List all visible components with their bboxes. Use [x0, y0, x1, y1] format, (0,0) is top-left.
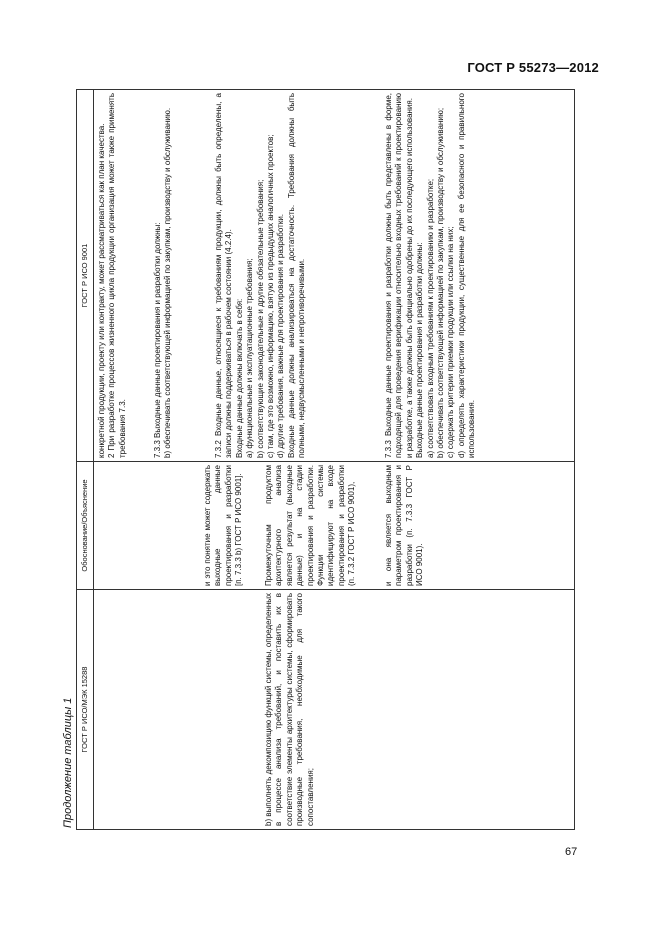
para-output-parameter: и она является выходным параметром проектирования и разработки (п. 7.3.3 ГОСТ Р ИСО 9001).	[384, 465, 425, 586]
header-gost-iec-15288: ГОСТ Р ИСО/МЭК 15288	[77, 590, 94, 830]
cell-gost-9001	[94, 90, 575, 462]
table-header-row	[77, 90, 94, 830]
comparison-table	[76, 89, 575, 830]
page-number: 67	[565, 846, 578, 858]
para-decomposition: b) выполнять декомпозицию функций системы, определенных в процессе анализа требований, и поставить их в соответствие элементы архитектуры системы, сформировать производные требования, необходимые для такого сопоставления;	[264, 593, 315, 826]
cell-rationale	[94, 462, 575, 590]
para-output-concept: и это понятие может содержать выходные данные проектирования и разработки [п. 7.3.3 b) ГОСТ Р ИСО 9001].	[203, 465, 244, 586]
header-gost-iso-9001: ГОСТ Р ИСО 9001	[77, 90, 94, 462]
para-intermediate-product: Промежуточным продуктом архитектурного анализа является результат (выходные данные) и на стадии проектирования и разработки. Функции системы идентифицируют на входе проектирования и разработки (п. 7.3.2 ГОСТ Р ИСО 9001),	[264, 465, 357, 586]
para-7-3-3-outputs: 7.3.3 Выходные данные проектирования и разработки должны быть представлены в форме, подходящей для проведения верификации относительно входных требований к проектированию и разработке, а также должны быть официально одобрены до их последующего использования. Выходные данные проектирования и разработки должны: a) соответствовать входным требованиям к проектированию и разработке; b) обеспечивать соответствующей информацией по закупкам, производству и обслуживанию; c) содержать критерии приемки продукции или ссылки на них; d) определять характеристики продукции, существенные для ее безопасного и правильного использования.	[384, 93, 477, 458]
standard-code: ГОСТ Р 55273—2012	[467, 60, 599, 75]
para-quality-plan: конкретной продукции, проекту или контракту, может рассматриваться как план качества. 2 При разработке процессов жизненного цикла продукции организация может также применять требования 7.3.	[97, 93, 127, 458]
para-7-3-3-first: 7.3.3 Выходные данные проектирования и разработки должны: b) обеспечивать соответствующей информацией по закупкам, производству и обслуживанию.	[153, 107, 173, 458]
cell-gost-15288	[94, 590, 575, 830]
table-continuation-label: Продолжение таблицы 1	[62, 697, 74, 828]
table-row	[94, 90, 575, 830]
rotated-table-block	[60, 90, 565, 830]
para-7-3-2-inputs: 7.3.2 Входные данные, относящиеся к требованиям продукции, должны быть определены, а записи должны поддерживаться в рабочем состоянии (4.2.4). Входные данные должны включать в себя: a) функциональные и эксплуатационные требования; b) соответствующие законодательные и другие обязательные требования; c) там, где это возможно, информацию, взятую из предыдущих аналогичных проектов; d) другие требования, важные для проектирования и разработки. Входные данные должны анализироваться на достаточность. Требования должны быть полными, недвусмысленными и непротиворечивыми.	[214, 93, 307, 458]
header-rationale: Обоснование/Объяснение	[77, 462, 94, 590]
